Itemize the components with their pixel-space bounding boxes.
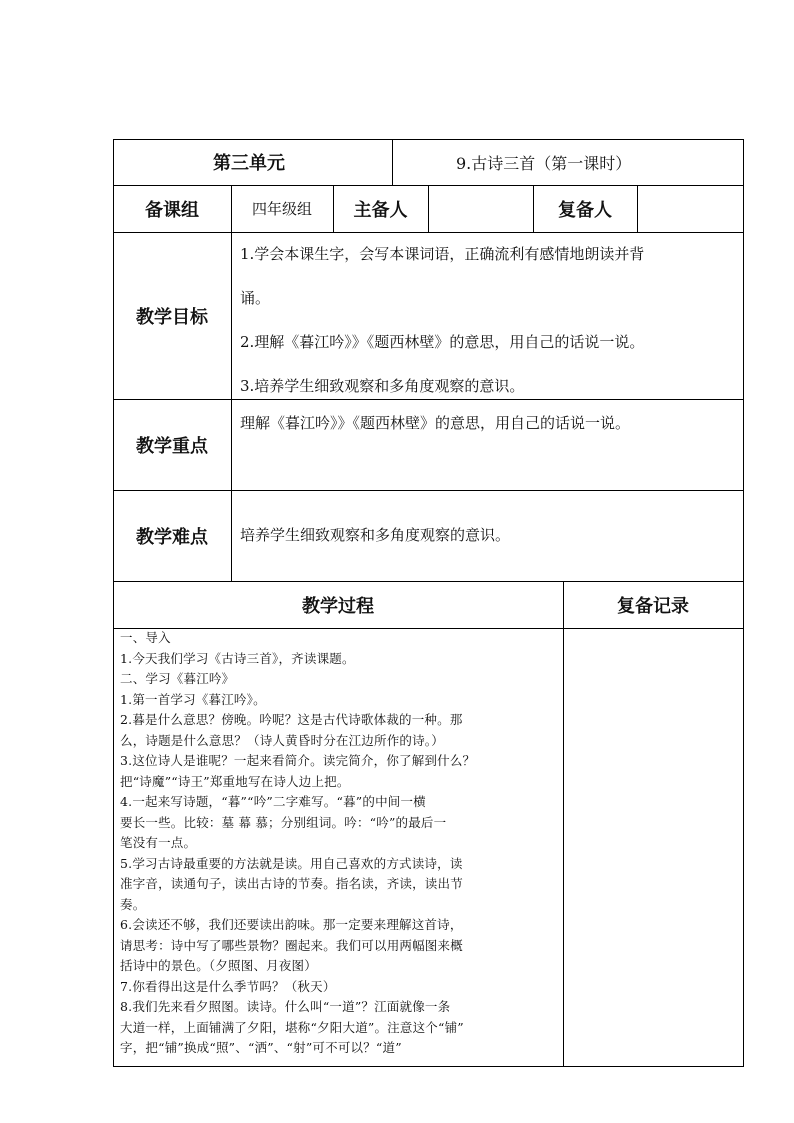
group-label: 备课组 bbox=[145, 199, 199, 221]
goals-label: 教学目标 bbox=[136, 306, 208, 328]
process-line: 括诗中的景色。（夕照图、月夜图） bbox=[120, 958, 317, 973]
reviewer-value[interactable] bbox=[637, 185, 743, 232]
process-line: 大道一样，上面铺满了夕阳，堪称“夕阳大道”。注意这个“铺” bbox=[120, 1019, 464, 1035]
process-line: 把“诗魔”“诗王”郑重地写在诗人边上把。 bbox=[120, 773, 350, 789]
goal-line-3: 2.理解《暮江吟》》《题西林壁》的意思，用自己的话说一说。 bbox=[240, 333, 645, 351]
goals-content bbox=[231, 232, 743, 399]
lead-preparer-value[interactable] bbox=[428, 185, 533, 232]
table-border-bottom bbox=[113, 1066, 744, 1067]
unit-title: 第三单元 bbox=[213, 153, 285, 174]
goal-line-4: 3.培养学生细致观察和多角度观察的意识。 bbox=[240, 377, 525, 395]
review-notes-value[interactable] bbox=[563, 628, 743, 1066]
reviewer-label: 复备人 bbox=[558, 199, 612, 221]
process-line: 笔没有一点。 bbox=[120, 835, 197, 850]
process-line: 字，把“铺”换成“照”、“洒”、“射”可不可以？“道” bbox=[120, 1040, 402, 1055]
key-points-label: 教学重点 bbox=[136, 435, 208, 457]
process-line: 2.暮是什么意思？傍晚。吟呢？这是古代诗歌体裁的一种。那 bbox=[120, 712, 463, 727]
difficulties-label: 教学难点 bbox=[136, 526, 208, 548]
process-line: 请思考：诗中写了哪些景物？圈起来。我们可以用两幅图来概 bbox=[120, 937, 463, 953]
process-line: 4.一起来写诗题，“暮”“吟”二字难写。“暮”的中间一横 bbox=[120, 794, 426, 809]
process-line: 8.我们先来看夕照图。读诗。什么叫“一道”？江面就像一条 bbox=[120, 999, 451, 1014]
process-line: 要长一些。比较：墓 幕 慕；分别组词。吟：“吟”的最后一 bbox=[120, 814, 447, 830]
process-line: 一、导入 bbox=[120, 630, 171, 645]
process-line: 1.今天我们学习《古诗三首》，齐读课题。 bbox=[120, 650, 355, 666]
process-line: 5.学习古诗最重要的方法就是读。用自己喜欢的方式读诗，读 bbox=[120, 855, 463, 871]
process-line: 3.这位诗人是谁呢？一起来看简介。读完简介，你了解到什么？ bbox=[120, 753, 476, 768]
difficulties-text: 培养学生细致观察和多角度观察的意识。 bbox=[240, 526, 511, 544]
process-line: 6.会读还不够，我们还要读出韵味。那一定要来理解这首诗， bbox=[120, 917, 463, 932]
process-label: 教学过程 bbox=[302, 595, 374, 617]
process-line: 奏。 bbox=[120, 896, 146, 912]
goal-line-1: 1.学会本课生字，会写本课词语，正确流利有感情地朗读并背 bbox=[240, 245, 645, 263]
process-line: 准字音，读通句子，读出古诗的节奏。指名读，齐读，读出节 bbox=[120, 876, 463, 891]
lesson-title: 9.古诗三首（第一课时） bbox=[456, 153, 632, 173]
key-points-text: 理解《暮江吟》》《题西林壁》的意思，用自己的话说一说。 bbox=[240, 414, 631, 432]
process-line: 么，诗题是什么意思？（诗人黄昏时分在江边所作的诗。） bbox=[120, 732, 444, 748]
process-line: 7.你看得出这是什么季节吗？（秋天） bbox=[120, 978, 336, 994]
table-border-right bbox=[743, 139, 744, 1066]
process-line: 二、学习《暮江吟》 bbox=[120, 671, 235, 686]
process-content bbox=[113, 628, 563, 1066]
review-notes-label: 复备记录 bbox=[617, 595, 689, 617]
process-line: 1.第一首学习《暮江吟》。 bbox=[120, 691, 266, 707]
lead-preparer-label: 主备人 bbox=[353, 199, 408, 221]
group-value: 四年级组 bbox=[251, 200, 312, 218]
goal-line-2: 诵。 bbox=[240, 289, 271, 307]
